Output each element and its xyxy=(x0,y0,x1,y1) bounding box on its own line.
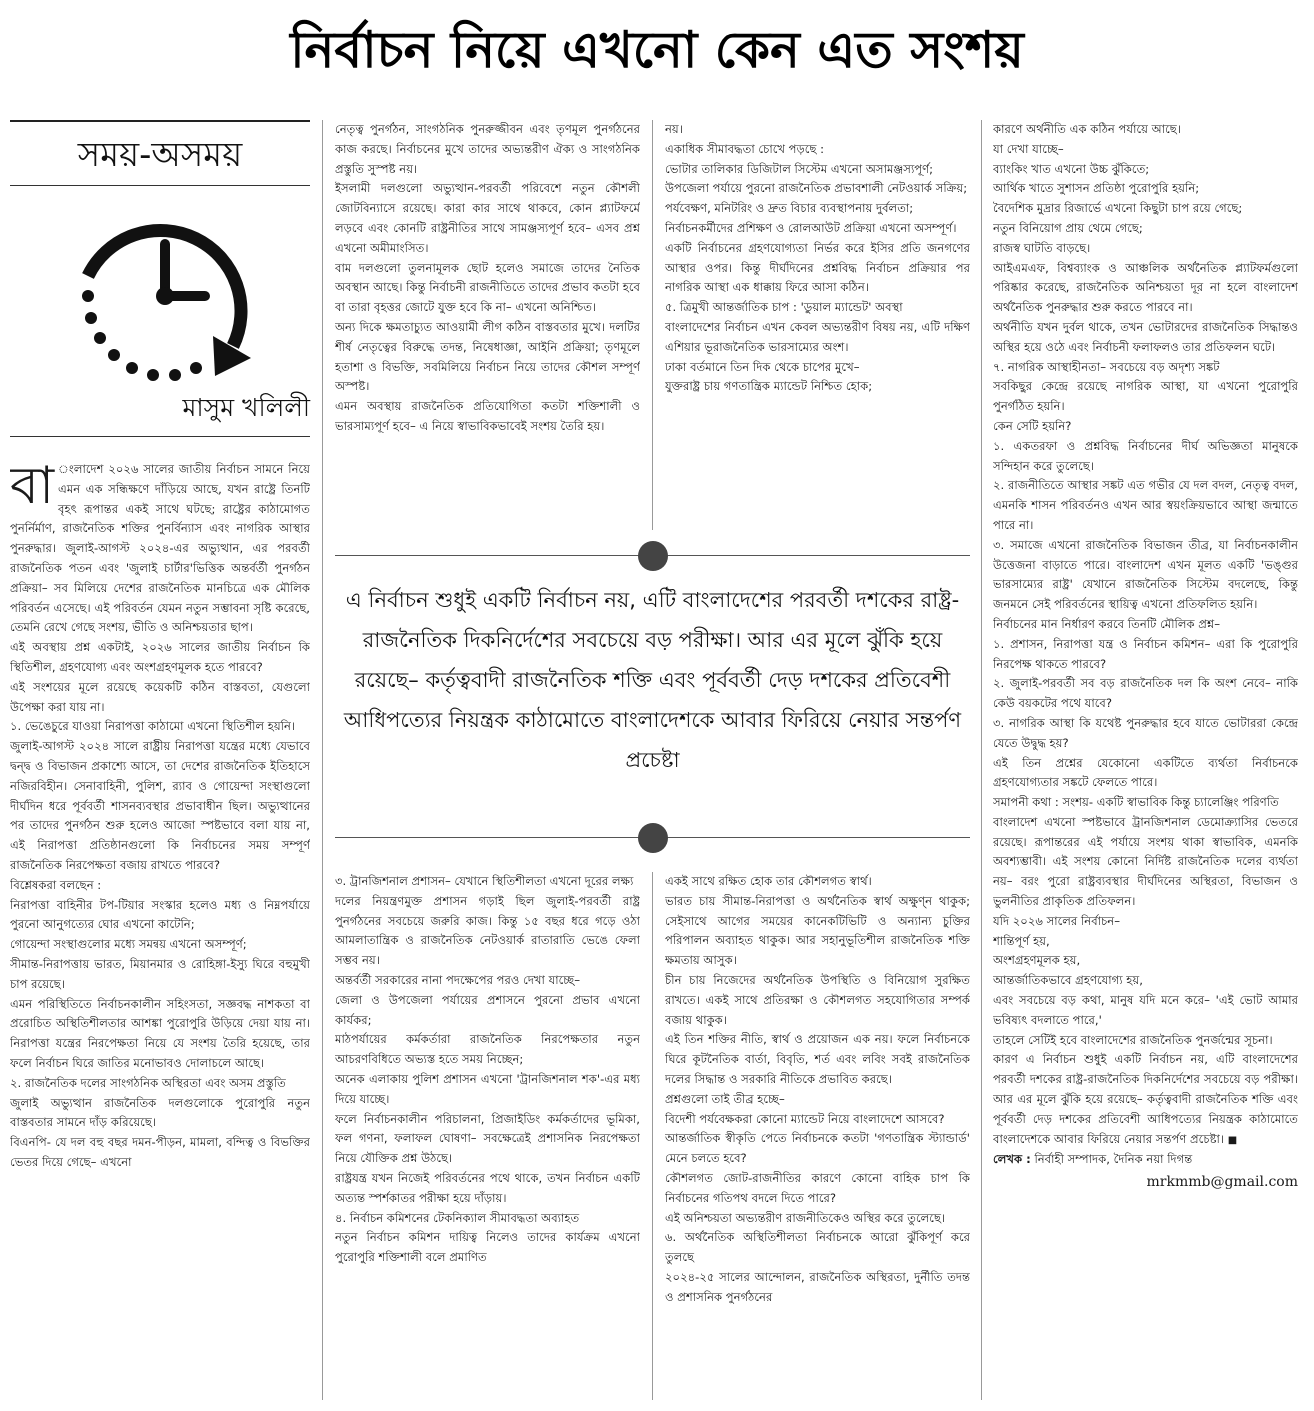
byline-label: লেখক : xyxy=(993,1152,1031,1167)
column-divider xyxy=(652,120,653,530)
author-email: mrkmmb@gmail.com xyxy=(1146,1174,1298,1191)
article-column-3-bottom xyxy=(665,872,970,1400)
paragraph: ফলে নির্বাচনকালীন পরিচালনা, প্রিজাইডিং কর্মকর্তাদের ভূমিকা, ফল গণনা, ফলাফল ঘোষণা– সবক্ষেত্রেই প্রশাসনিক নিরপেক্ষতা নিয়ে যৌক্তিক প্রশ্ন উঠছে। xyxy=(335,1111,640,1166)
article-column-2-top xyxy=(335,120,640,530)
divider xyxy=(10,120,310,122)
list-item: যুক্তরাষ্ট্র চায় গণতান্ত্রিক ম্যান্ডেট নিশ্চিত হোক; xyxy=(665,379,873,394)
list-item: নিরাপত্তা বাহিনীর টপ-টিয়ার সংস্কার হলেও মধ্য ও নিম্নপর্যায়ে পুরনো আনুগত্যের ঘোর এখনো কাটেনি; xyxy=(10,897,310,932)
list-item: ২. জুলাই-পরবর্তী সব বড় রাজনৈতিক দল কি অংশ নেবে– নাকি কেউ বয়কটের পথে যাবে? xyxy=(993,676,1298,711)
paragraph: এই অবস্থায় প্রশ্ন একটাই, ২০২৬ সালের জাতীয় নির্বাচন কি স্থিতিশীল, গ্রহণযোগ্য এবং অংশগ্রহণমূলক হতে পারবে? xyxy=(10,640,310,674)
author-name: মাসুম খলিলী xyxy=(182,393,310,422)
paragraph: নয়। xyxy=(665,122,683,136)
list-item: ১. একতরফা ও প্রশ্নবিদ্ধ নির্বাচনের দীর্ঘ অভিজ্ঞতা মানুষকে সন্দিহান করে তুলেছে। xyxy=(993,438,1298,473)
list-item: অনেক এলাকায় পুলিশ প্রশাসন এখনো 'ট্রানজিশনাল শক'-এর মধ্য দিয়ে যাচ্ছে। xyxy=(335,1071,640,1106)
list-item: সীমান্ত-নিরাপত্তায় ভারত, মিয়ানমার ও রোহিঙ্গা-ইস্যু ঘিরে বহুমুখী চাপ রয়েছে। xyxy=(10,956,310,991)
paragraph: এমন পরিস্থিতিতে নির্বাচনকালীন সহিংসতা, সজ্ঞবদ্ধ নাশকতা বা প্ররোচিত অস্থিতিশীলতার আশঙ্কা পুরোপুরি উড়িয়ে দেয়া যায় না। নিরাপত্তা যন্ত্রের নিরপেক্ষতা নিয়ে যে সংশয় তৈরি হয়েছে, তার ফলে নির্বাচন ঘিরে জাতির মনোভাবও দোলাচলে আছে। xyxy=(10,996,310,1070)
list-item: পর্যবেক্ষণ, মনিটরিং ও দ্রুত বিচার ব্যবস্থাপনায় দুর্বলতা; xyxy=(665,201,914,216)
list-item: এবং সবচেয়ে বড় কথা, মানুষ যদি মনে করে– 'এই ভোট আমার ভবিষ্যৎ বদলাতে পারে,' xyxy=(993,993,1298,1027)
list-item: নতুন বিনিয়োগ প্রায় থেমে গেছে; xyxy=(993,220,1143,235)
article-column-3-top xyxy=(665,120,970,530)
paragraph: কেন সেটি হয়নি? xyxy=(993,418,1072,433)
column-divider xyxy=(652,872,653,1400)
list-item: জেলা ও উপজেলা পর্যায়ের প্রশাসনে পুরনো প্রভাব এখনো কার্যকর; xyxy=(335,992,640,1027)
subheading: ৬. অর্থনৈতিক অস্থিতিশীলতা নির্বাচনকে আরো ঝুঁকিপূর্ণ করে তুলছে xyxy=(665,1230,970,1265)
subheading: ৫. ত্রিমুখী আন্তর্জাতিক চাপ : 'ডুয়াল ম্যান্ডেট' অবস্থা xyxy=(665,300,903,315)
paragraph: ইসলামী দলগুলো অভ্যুত্থান-পরবর্তী পরিবেশে নতুন কৌশলী জোটবিন্যাসে রয়েছে। কারা কার সাথে থাকবে, কোন প্ল্যাটফর্মে লড়বে এবং কোনটি রাষ্ট্রনীতির সাথে সামঞ্জস্যপূর্ণ হবে– এসব প্রশ্ন এখনো অমীমাংসিত। xyxy=(335,181,640,255)
headline: নির্বাচন নিয়ে এখনো কেন এত সংশয় xyxy=(290,21,1024,79)
paragraph: দলের নিয়ন্ত্রণমুক্ত প্রশাসন গড়াই ছিল জুলাই-পরবর্তী রাষ্ট্র পুনর্গঠনের সবচেয়ে জরুরি কাজ। কিন্তু ১৫ বছর ধরে গড়ে ওঠা আমলাতান্ত্রিক ও রাজনৈতিক নেটওয়ার্ক রাতারাতি ভেঙে ফেলা সম্ভব নয়। xyxy=(335,893,640,968)
paragraph: অর্থনীতি যখন দুর্বল থাকে, তখন ভোটারদের রাজনৈতিক সিদ্ধান্তও অস্থির হয়ে ওঠে এবং নির্বাচনী ফলাফলও তার প্রতিফলন ঘটে। xyxy=(993,319,1298,354)
clock-icon xyxy=(65,196,265,396)
byline-text: নির্বাহী সম্পাদক, দৈনিক নয়া দিগন্ত xyxy=(1034,1152,1193,1167)
paragraph: ঢাকা বর্তমানে তিন দিক থেকে চাপের মুখে– xyxy=(665,359,860,374)
paragraph: একটি নির্বাচনের গ্রহণযোগ্যতা নির্ভর করে ইসির প্রতি জনগণের আস্থার ওপর। কিন্তু দীর্ঘদিনের প্রশ্নবিদ্ধ নির্বাচন প্রক্রিয়ার পর নাগরিক আস্থা এক ধাক্কায় ফিরে আসা কঠিন। xyxy=(665,240,970,295)
list-item: কৌশলগত জোট-রাজনীতির কারণে কোনো বাহিক চাপ কি নির্বাচনের গতিপথ বদলে দিতে পারে? xyxy=(665,1170,970,1205)
paragraph: জুলাই অভ্যুত্থান রাজনৈতিক দলগুলোকে পুরোপুরি নতুন বাস্তবতার সামনে দাঁড় করিয়েছে। xyxy=(10,1095,310,1130)
subheading: ৭. নাগরিক আস্থাহীনতা– সবচেয়ে বড় অদৃশ্য সঙ্কট xyxy=(993,359,1220,374)
column-divider xyxy=(981,120,982,1400)
bullet-dot-icon xyxy=(638,541,668,571)
paragraph: বিএনপি- যে দল বহু বছর দমন-পীড়ন, মামলা, বন্দিত্ব ও বিভক্তির ভেতর দিয়ে গেছে– এখনো xyxy=(10,1135,310,1169)
pull-quote-text: এ নির্বাচন শুধুই একটি নির্বাচন নয়, এটি বাংলাদেশের পরবর্তী দশকের রাষ্ট্র-রাজনৈতিক দিকনির্দেশের সবচেয়ে বড় পরীক্ষা। আর এর মূলে ঝুঁকি হয়ে রয়েছে– কর্তৃত্ববাদী রাজনৈতিক শক্তি এবং পূর্ববর্তী দেড় দশকের প্রতিবেশী আধিপত্যের নিয়ন্ত্রক কাঠামোতে বাংলাদেশকে আবার ফিরিয়ে নেয়ার সন্তর্পণ প্রচেষ্টা xyxy=(343,588,962,772)
list-item: ২. রাজনীতিতে আস্থার সঙ্কট এত গভীর যে দল বদল, নেতৃত্ব বদল, এমনকি শাসন পরিবর্তনও এখন আর স্বয়ংক্রিয়ভাবে আস্থা জন্মাতে পারে না। xyxy=(993,478,1298,532)
paragraph: একাধিক সীমাবদ্ধতা চোখে পড়ছে : xyxy=(665,141,825,156)
paragraph: এই সংশয়ের মূলে রয়েছে কয়েকটি কঠিন বাস্তবতা, যেগুলো উপেক্ষা করা যায় না। xyxy=(10,679,310,714)
paragraph: সবকিছুর কেন্দ্রে রয়েছে নাগরিক আস্থা, যা এখনো পুরোপুরি পুনর্গঠিত হয়নি। xyxy=(993,379,1298,414)
paragraph: আইএমএফ, বিশ্বব্যাংক ও আঞ্চলিক অর্থনৈতিক প্ল্যাটফর্মগুলো পরিষ্কার করেছে, রাজনৈতিক অনিশ্চয়তা দূর না হলে বাংলাদেশ অর্থনৈতিক পুনরুদ্ধার শুরু করতে পারবে না। xyxy=(993,260,1298,315)
article-column-1 xyxy=(10,460,310,1400)
paragraph: রাষ্ট্রযন্ত্র যখন নিজেই পরিবর্তনের পথে থাকে, তখন নির্বাচন একটি অত্যন্ত স্পর্শকাতর পরীক্ষা হয়ে দাঁড়ায়। xyxy=(335,1170,640,1205)
paragraph: একই সাথে রক্ষিত হোক তার কৌশলগত স্বার্থ। xyxy=(665,874,872,888)
list-item: রাজস্ব ঘাটতি বাড়ছে। xyxy=(993,240,1091,255)
paragraph: কারণে অর্থনীতি এক কঠিন পর্যায়ে আছে। xyxy=(993,122,1181,136)
list-item: ১. প্রশাসন, নিরাপত্তা যন্ত্র ও নির্বাচন কমিশন– এরা কি পুরোপুরি নিরপেক্ষ থাকতে পারবে? xyxy=(993,636,1298,671)
paragraph: এই তিন প্রশ্নের যেকোনো একটিতে ব্যর্থতা নির্বাচনকে গ্রহণযোগ্যতার সঙ্কটে ফেলতে পারে। xyxy=(993,755,1298,790)
list-item: বৈদেশিক মুদ্রার রিজার্ভে এখনো কিছুটা চাপ রয়ে গেছে; xyxy=(993,201,1243,216)
list-item: উপজেলা পর্যায়ে পুরনো রাজনৈতিক প্রভাবশালী নেটওয়ার্ক সক্রিয়; xyxy=(665,181,968,196)
list-item: ভারত চায় সীমান্ত-নিরাপত্তা ও অর্থনৈতিক স্বার্থ অক্ষুণ্ন থাকুক; সেইসাথে আগের সময়ের কানেকটিভিটি ও অন্যান্য চুক্তির পরিপালন অব্যাহত থাকুক। আর সহানুভূতিশীল রাজনৈতিক শক্তি ক্ষমতায় আসুক। xyxy=(665,893,970,968)
list-item: ভোটার তালিকার ডিজিটাল সিস্টেম এখনো অসামঞ্জস্যপূর্ণ; xyxy=(665,161,934,176)
paragraph: বাংলাদেশের নির্বাচন এখন কেবল অভ্যন্তরীণ বিষয় নয়, এটি দক্ষিণ এশিয়ার ভূরাজনৈতিক ভারসাম্যের অংশ। xyxy=(665,319,970,354)
column-name: সময়-অসময় xyxy=(77,135,243,175)
divider xyxy=(10,436,310,437)
paragraph: বিশ্লেষকরা বলছেন : xyxy=(10,877,102,892)
pull-quote xyxy=(335,540,970,860)
subheading: সমাপনী কথা : সংশয়- একটি স্বাভাবিক কিন্তু চ্যালেঞ্জিং পরিণতি xyxy=(993,795,1279,810)
list-item: আর্থিক খাতে সুশাসন প্রতিষ্ঠা পুরোপুরি হয়নি; xyxy=(993,181,1200,196)
paragraph: ২০২৪-২৫ সালের আন্দোলন, রাজনৈতিক অস্থিরতা, দুর্নীতি তদন্ত ও প্রশাসনিক পুনর্গঠনের xyxy=(665,1269,970,1304)
paragraph: জুলাই-আগস্ট ২০২৪ সালে রাষ্ট্রীয় নিরাপত্তা যন্ত্রের মধ্যে যেভাবে দ্বন্দ্ব ও বিভাজন প্রকাশ্যে আসে, তা দেশের রাজনৈতিক ইতিহাসে নজিরবিহীন। সেনাবাহিনী, পুলিশ, র‌্যাব ও গোয়েন্দা সংস্থাগুলো দীর্ঘদিন ধরে পূর্ববর্তী শাসনব্যবস্থার প্রভাবাধীন ছিল। অভ্যুত্থানের পর তাদের পুনর্গঠন শুরু হলেও আজো স্পষ্টভাবে বলা যায় না, এই নিরাপত্তা প্রতিষ্ঠানগুলো কি নির্বাচনের সময় সম্পূর্ণ রাজনৈতিক নিরপেক্ষতা বজায় রাখতে পারবে? xyxy=(10,739,310,872)
subheading: ৩. ট্রানজিশনাল প্রশাসন– যেখানে স্থিতিশীলতা এখনো দূরের লক্ষ্য xyxy=(335,874,634,888)
paragraph: নতুন নির্বাচন কমিশন দায়িত্ব নিলেও তাদের কার্যক্রম এখনো পুরোপুরি শক্তিশালী বলে প্রমাণিত xyxy=(335,1230,640,1265)
list-item: শান্তিপূর্ণ হয়, xyxy=(993,933,1050,948)
paragraph: বাম দলগুলো তুলনামূলক ছোট হলেও সমাজে তাদের নৈতিক অবস্থান আছে। কিন্তু নির্বাচনী রাজনীতিতে তাদের প্রভাব কতটা হবে বা তারা বৃহত্তর জোটে যুক্ত হবে কি না– এখনো অনিশ্চিত। xyxy=(335,260,640,315)
drop-cap: বা xyxy=(10,460,55,516)
list-item: আন্তর্জাতিক স্বীকৃতি পেতে নির্বাচনকে কতটা 'গণতান্ত্রিক স্ট্যান্ডার্ড' মেনে চলতে হবে? xyxy=(665,1131,970,1166)
paragraph: এই অনিশ্চয়তা অভ্যন্তরীণ রাজনীতিকেও অস্থির করে তুলেছে। xyxy=(665,1210,946,1225)
divider xyxy=(10,185,310,186)
paragraph: নেতৃত্ব পুনর্গঠন, সাংগঠনিক পুনরুজ্জীবন এবং তৃণমূল পুনর্গঠনের কাজ করছে। নির্বাচনের মুখে তাদের অভ্যন্তরীণ ঐক্য ও সাংগঠনিক প্রস্তুতি সুস্পষ্ট নয়। xyxy=(335,122,640,176)
paragraph: তাহলে সেটিই হবে বাংলাদেশের রাজনৈতিক পুনর্জন্মের সূচনা। xyxy=(993,1032,1273,1047)
list-item: ব্যাংকিং খাত এখনো উচ্চ ঝুঁকিতে; xyxy=(993,161,1150,176)
paragraph: এই তিন শক্তির নীতি, স্বার্থ ও প্রয়োজন এক নয়। ফলে নির্বাচনকে ঘিরে কূটনৈতিক বার্তা, বিবৃতি, শর্ত এবং লবিং সবই রাজনৈতিক দলের সিদ্ধান্ত ও সরকারি নীতিকে প্রভাবিত করছে। xyxy=(665,1032,970,1086)
paragraph: নির্বাচনের মান নির্ধারণ করবে তিনটি মৌলিক প্রশ্ন– xyxy=(993,616,1221,631)
paragraph: কারণ এ নির্বাচন শুধুই একটি নির্বাচন নয়, এটি বাংলাদেশের পরবর্তী দশকের রাষ্ট্র-রাজনৈতিক দিকনির্দেশের সবচেয়ে বড় পরীক্ষা। আর এর মূলে ঝুঁকি হয়ে রয়েছে– কর্তৃত্ববাদী রাজনৈতিক শক্তি এবং পূর্ববর্তী দেড় দশকের প্রতিবেশী আধিপত্যের নিয়ন্ত্রক কাঠামোতে বাংলাদেশকে আবার ফিরিয়ে নেয়ার সন্তর্পণ প্রচেষ্টা। ■ xyxy=(993,1052,1298,1146)
paragraph: অন্য দিকে ক্ষমতাচ্যুত আওয়ামী লীগ কঠিন বাস্তবতার মুখে। দলটির শীর্ষ নেতৃত্বের বিরুদ্ধে তদন্ত, নিষেধাজ্ঞা, আইনি প্রক্রিয়া; তৃণমূলে হতাশা ও বিভক্তি, সবমিলিয়ে নির্বাচন নিয়ে তাদের কৌশল সম্পূর্ণ অস্পষ্ট। xyxy=(335,319,640,394)
list-item: ৩. নাগরিক আস্থা কি যথেষ্ট পুনরুদ্ধার হবে যাতে ভোটাররা কেন্দ্রে যেতে উদ্বুদ্ধ হয়? xyxy=(993,715,1298,750)
list-item: মাঠপর্যায়ের কর্মকর্তারা রাজনৈতিক নিরপেক্ষতার নতুন আচরণবিধিতে অভ্যস্ত হতে সময় নিচ্ছেন; xyxy=(335,1032,640,1067)
subheading: ২. রাজনৈতিক দলের সাংগঠনিক অস্থিরতা এবং অসম প্রস্তুতি xyxy=(10,1075,286,1090)
paragraph: যা দেখা যাচ্ছে– xyxy=(993,141,1064,156)
subheading: ৪. নির্বাচন কমিশনের টেকনিক্যাল সীমাবদ্ধতা অব্যাহত xyxy=(335,1210,580,1225)
column-header xyxy=(10,120,310,440)
list-item: চীন চায় নিজেদের অর্থনৈতিক উপস্থিতি ও বিনিয়োগ সুরক্ষিত রাখতে। একই সাথে প্রতিরক্ষা ও কৌশলগত সহযোগিতার সম্পর্ক বজায় থাকুক। xyxy=(665,972,970,1027)
paragraph: প্রশ্নগুলো তাই তীব্র হচ্ছে– xyxy=(665,1091,785,1106)
paragraph: অন্তর্বর্তী সরকারের নানা পদক্ষেপের পরও দেখা যাচ্ছে– xyxy=(335,972,581,987)
list-item: নির্বাচনকর্মীদের প্রশিক্ষণ ও রোলআউট প্রক্রিয়া এখনো অসম্পূর্ণ। xyxy=(665,220,957,235)
list-item: অংশগ্রহণমূলক হয়, xyxy=(993,953,1081,968)
list-item: গোয়েন্দা সংস্থাগুলোর মধ্যে সমন্বয় এখনো অসম্পূর্ণ; xyxy=(10,937,247,952)
list-item: ৩. সমাজে এখনো রাজনৈতিক বিভাজন তীব্র, যা নির্বাচনকালীন উত্তেজনা বাড়াতে পারে। বাংলাদেশ এখন মূলত একটি 'ভঙ্গুর ভারসাম্যের রাষ্ট্র' যেখানে রাজনৈতিক সিস্টেম বদলেছে, কিন্তু জনমনে সেই পরিবর্তনের স্থায়িত্ব এখনো প্রতিফলিত হয়নি। xyxy=(993,537,1298,612)
subheading: ১. ভেঙেচুরে যাওয়া নিরাপত্তা কাঠামো এখনো স্থিতিশীল হয়নি। xyxy=(10,719,296,734)
end-mark: ■ xyxy=(1227,1134,1238,1146)
column-divider xyxy=(322,120,323,1400)
paragraph: বা ংলাদেশ ২০২৬ সালের জাতীয় নির্বাচন সামনে নিয়ে এমন এক সন্ধিক্ষণে দাঁড়িয়ে আছে, যখন রাষ্ট্রে তিনটি বৃহৎ রূপান্তর একই সাথে ঘটছে; রাষ্ট্রের কাঠামোগত পুনর্নির্মাণ, রাজনৈতিক শক্তির পুনর্বিন্যাস এবং নাগরিক আস্থার পুনরুদ্ধার। জুলাই-আগস্ট ২০২৪-এর অভ্যুত্থান, এর পরবর্তী রাজনৈতিক পতন এবং 'জুলাই চার্টার'ভিত্তিক অন্তর্বর্তী পুনর্গঠন প্রক্রিয়া– সব মিলিয়ে দেশের রাজনৈতিক মানচিত্রে এক মৌলিক পরিবর্তন এসেছে। এই পরিবর্তন যেমন নতুন সম্ভাবনা সৃষ্টি করেছে, তেমনি রেখে গেছে সংশয়, ভীতি ও অনিশ্চয়তার ছাপ। xyxy=(10,460,310,635)
bullet-dot-icon xyxy=(638,823,668,853)
list-item: আন্তর্জাতিকভাবে গ্রহণযোগ্য হয়, xyxy=(993,973,1143,988)
article-column-4 xyxy=(993,120,1298,1380)
article-column-2-bottom xyxy=(335,872,640,1400)
byline xyxy=(993,1150,1298,1170)
paragraph: বাংলাদেশ এখনো স্পষ্টভাবে ট্রানজিশনাল ডেমোক্র্যাসির ভেতরে রয়েছে। রূপান্তরের এই পর্যায়ে সংশয় থাকা স্বাভাবিক, এমনকি অবশ্যম্ভাবী। এই সংশয় কোনো নির্দিষ্ট রাজনৈতিক দলের ব্যর্থতা নয়– বরং পুরো রাষ্ট্রব্যবস্থার দীর্ঘদিনের অস্থিরতা, বিভাজন ও ভুলনীতির প্রাকৃতিক প্রতিফলন। xyxy=(993,814,1298,909)
paragraph: এমন অবস্থায় রাজনৈতিক প্রতিযোগিতা কতটা শক্তিশালী ও ভারসাম্যপূর্ণ হবে– এ নিয়ে স্বাভাবিকভাবেই সংশয় তৈরি হয়। xyxy=(335,399,640,433)
paragraph: যদি ২০২৬ সালের নির্বাচন– xyxy=(993,913,1121,928)
list-item: বিদেশী পর্যবেক্ষকরা কোনো ম্যান্ডেট নিয়ে বাংলাদেশে আসবে? xyxy=(665,1111,945,1126)
